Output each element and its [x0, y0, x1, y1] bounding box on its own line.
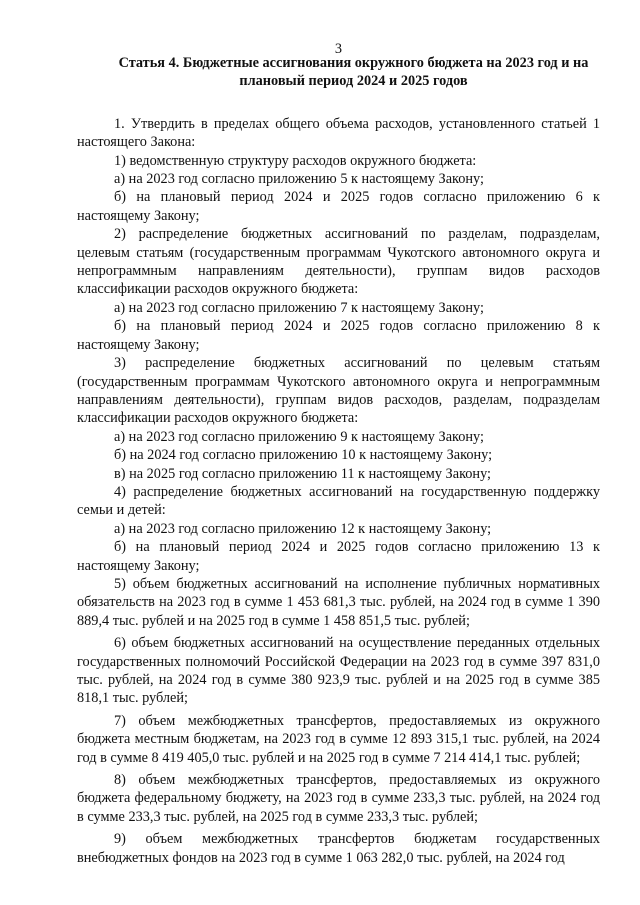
- paragraph: 1. Утвердить в пределах общего объема расходов, установленного статьей 1 настоящего Закона:: [77, 115, 600, 151]
- paragraph: б) на 2024 год согласно приложению 10 к настоящему Закону;: [114, 447, 493, 464]
- paragraph: 1) ведомственную структуру расходов окружного бюджета:: [114, 152, 477, 169]
- paragraph: 7) объем межбюджетных трансфертов, предоставляемых из окружного бюджета местным бюджетам, на 2023 год в сумме 12 893 315,1 тыс. рублей, на 2024 год в сумме 8 419 405,0 тыс. рублей и на 2025 год в сумме 7 214 414,1 тыс. рублей;: [77, 712, 600, 766]
- article-body: [77, 115, 600, 867]
- paragraph: 5) объем бюджетных ассигнований на исполнение публичных нормативных обязательств на 2023 год в сумме 1 453 681,3 тыс. рублей, на 2024 год в сумме 1 390 889,4 тыс. рублей и на 2025 год в сумме 1 458 851,5 тыс. рублей;: [77, 575, 600, 629]
- paragraph: 9) объем межбюджетных трансфертов бюджетам государственных внебюджетных фондов на 2023 год в сумме 1 063 282,0 тыс. рублей, на 2024 год: [77, 831, 600, 866]
- paragraph: б) на плановый период 2024 и 2025 годов согласно приложению 13 к настоящему Закону;: [77, 539, 600, 574]
- paragraph: б) на плановый период 2024 и 2025 годов согласно приложению 6 к настоящему Закону;: [77, 189, 600, 224]
- article-heading: Статья 4. Бюджетные ассигнования окружного бюджета на 2023 год и на плановый период 2024 и 2025 годов: [118, 55, 589, 90]
- page-number: 3: [334, 41, 343, 57]
- paragraph: а) на 2023 год согласно приложению 9 к настоящему Закону;: [114, 428, 484, 445]
- paragraph: 2) распределение бюджетных ассигнований по разделам, подразделам, целевым статьям (государственным программам Чукотского автономного округа и непрограммным направлениям деятельности), группам видов расходов классификации расходов окружного бюджета:: [77, 226, 600, 298]
- paragraph: в) на 2025 год согласно приложению 11 к настоящему Закону;: [114, 465, 492, 482]
- paragraph: 8) объем межбюджетных трансфертов, предоставляемых из окружного бюджета федеральному бюджету, на 2023 год в сумме 233,3 тыс. рублей, на 2024 год в сумме 233,3 тыс. рублей, на 2025 год в сумме 233,3 тыс. рублей;: [77, 772, 600, 825]
- paragraph: 4) распределение бюджетных ассигнований на государственную поддержку семьи и детей:: [77, 483, 600, 519]
- paragraph: 6) объем бюджетных ассигнований на осуществление переданных отдельных государственных полномочий Российской Федерации на 2023 год в сумме 397 831,0 тыс. рублей, на 2024 год в сумме 380 923,9 тыс. рублей и на 2025 год в сумме 385 818,1 тыс. рублей;: [77, 635, 600, 707]
- paragraph: а) на 2023 год согласно приложению 5 к настоящему Закону;: [114, 171, 484, 188]
- paragraph: а) на 2023 год согласно приложению 7 к настоящему Закону;: [114, 299, 484, 316]
- paragraph: 3) распределение бюджетных ассигнований по целевым статьям (государственным программам Чукотского автономного округа и непрограммным направлениям деятельности), группам видов расходов, разделам, подразделам классификации расходов окружного бюджета:: [77, 355, 600, 427]
- paragraph: б) на плановый период 2024 и 2025 годов согласно приложению 8 к настоящему Закону;: [77, 318, 600, 353]
- paragraph: а) на 2023 год согласно приложению 12 к настоящему Закону;: [114, 520, 492, 537]
